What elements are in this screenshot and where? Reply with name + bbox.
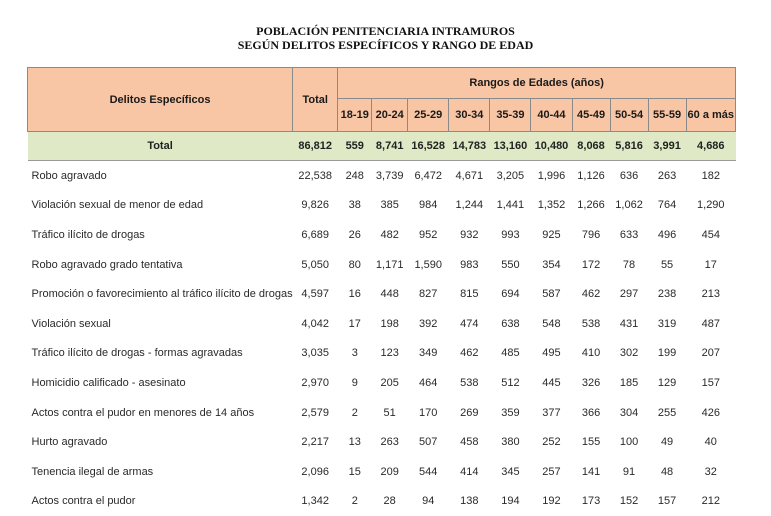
row-value: 194 — [490, 487, 531, 516]
table-row — [28, 309, 736, 339]
row-value: 410 — [572, 339, 610, 369]
total-row-label: Total — [28, 132, 293, 161]
row-value: 209 — [372, 457, 408, 487]
row-total: 2,579 — [293, 398, 338, 428]
row-value: 205 — [372, 368, 408, 398]
row-value: 414 — [449, 457, 490, 487]
row-label: Tenencia ilegal de armas — [28, 457, 293, 487]
total-row — [28, 132, 736, 161]
row-value: 448 — [372, 279, 408, 309]
row-value: 13 — [338, 427, 372, 457]
row-label: Homicidio calificado - asesinato — [28, 368, 293, 398]
row-value: 255 — [648, 398, 686, 428]
row-label: Hurto agravado — [28, 427, 293, 457]
row-total: 2,970 — [293, 368, 338, 398]
row-value: 198 — [372, 309, 408, 339]
total-row-value: 16,528 — [408, 132, 449, 161]
row-value: 6,472 — [408, 161, 449, 191]
row-value: 507 — [408, 427, 449, 457]
row-value: 464 — [408, 368, 449, 398]
row-label: Actos contra el pudor — [28, 487, 293, 516]
row-value: 302 — [610, 339, 648, 369]
row-value: 1,126 — [572, 161, 610, 191]
row-value: 1,441 — [490, 191, 531, 221]
table-row — [28, 487, 736, 516]
table-body — [28, 132, 736, 516]
header-age-range: 25-29 — [408, 99, 449, 132]
row-total: 3,035 — [293, 339, 338, 369]
total-row-value: 13,160 — [490, 132, 531, 161]
row-value: 764 — [648, 191, 686, 221]
row-total: 6,689 — [293, 220, 338, 250]
row-total: 9,826 — [293, 191, 338, 221]
row-value: 2 — [338, 487, 372, 516]
title-line-2: SEGÚN DELITOS ESPECÍFICOS Y RANGO DE EDAD — [0, 38, 771, 52]
row-value: 380 — [490, 427, 531, 457]
row-value: 445 — [531, 368, 572, 398]
row-value: 827 — [408, 279, 449, 309]
row-value: 157 — [686, 368, 735, 398]
row-value: 932 — [449, 220, 490, 250]
table-row — [28, 339, 736, 369]
row-value: 796 — [572, 220, 610, 250]
row-value: 474 — [449, 309, 490, 339]
row-total: 4,042 — [293, 309, 338, 339]
row-value: 326 — [572, 368, 610, 398]
row-value: 495 — [531, 339, 572, 369]
row-value: 138 — [449, 487, 490, 516]
row-value: 157 — [648, 487, 686, 516]
row-value: 173 — [572, 487, 610, 516]
row-label: Violación sexual — [28, 309, 293, 339]
header-age-range: 20-24 — [372, 99, 408, 132]
row-value: 192 — [531, 487, 572, 516]
row-total: 2,217 — [293, 427, 338, 457]
table-row — [28, 457, 736, 487]
header-age-range: 45-49 — [572, 99, 610, 132]
table-row — [28, 220, 736, 250]
row-value: 141 — [572, 457, 610, 487]
row-value: 94 — [408, 487, 449, 516]
row-value: 4,671 — [449, 161, 490, 191]
total-row-value: 3,991 — [648, 132, 686, 161]
row-value: 550 — [490, 250, 531, 280]
row-label: Actos contra el pudor en menores de 14 años — [28, 398, 293, 428]
row-total: 2,096 — [293, 457, 338, 487]
table-row — [28, 279, 736, 309]
row-value: 458 — [449, 427, 490, 457]
header-age-range: 35-39 — [490, 99, 531, 132]
row-value: 129 — [648, 368, 686, 398]
row-value: 2 — [338, 398, 372, 428]
header-age-range: 50-54 — [610, 99, 648, 132]
header-age-range: 40-44 — [531, 99, 572, 132]
total-row-value: 5,816 — [610, 132, 648, 161]
row-value: 359 — [490, 398, 531, 428]
row-value: 15 — [338, 457, 372, 487]
row-value: 1,062 — [610, 191, 648, 221]
row-value: 297 — [610, 279, 648, 309]
total-row-value: 8,741 — [372, 132, 408, 161]
row-label: Violación sexual de menor de edad — [28, 191, 293, 221]
header-delitos: Delitos Específicos — [28, 68, 293, 132]
row-value: 304 — [610, 398, 648, 428]
row-value: 40 — [686, 427, 735, 457]
row-value: 1,590 — [408, 250, 449, 280]
row-value: 1,996 — [531, 161, 572, 191]
row-value: 100 — [610, 427, 648, 457]
header-age-range: 60 a más — [686, 99, 735, 132]
row-value: 426 — [686, 398, 735, 428]
row-value: 238 — [648, 279, 686, 309]
row-value: 252 — [531, 427, 572, 457]
row-label: Promoción o favorecimiento al tráfico ilícito de drogas — [28, 279, 293, 309]
title-line-1: POBLACIÓN PENITENCIARIA INTRAMUROS — [0, 24, 771, 38]
row-value: 983 — [449, 250, 490, 280]
table-row — [28, 368, 736, 398]
row-value: 638 — [490, 309, 531, 339]
row-value: 1,171 — [372, 250, 408, 280]
row-value: 123 — [372, 339, 408, 369]
row-value: 248 — [338, 161, 372, 191]
total-row-value: 8,068 — [572, 132, 610, 161]
row-value: 587 — [531, 279, 572, 309]
total-row-value: 10,480 — [531, 132, 572, 161]
row-value: 1,290 — [686, 191, 735, 221]
row-value: 155 — [572, 427, 610, 457]
total-row-value: 559 — [338, 132, 372, 161]
row-value: 431 — [610, 309, 648, 339]
row-value: 925 — [531, 220, 572, 250]
row-value: 1,352 — [531, 191, 572, 221]
row-value: 257 — [531, 457, 572, 487]
row-value: 32 — [686, 457, 735, 487]
total-row-value: 14,783 — [449, 132, 490, 161]
row-value: 1,244 — [449, 191, 490, 221]
row-label: Robo agravado — [28, 161, 293, 191]
row-value: 28 — [372, 487, 408, 516]
crimes-by-age-table — [27, 67, 736, 516]
row-value: 78 — [610, 250, 648, 280]
row-value: 538 — [449, 368, 490, 398]
row-value: 38 — [338, 191, 372, 221]
row-value: 392 — [408, 309, 449, 339]
row-value: 462 — [572, 279, 610, 309]
row-label: Tráfico ilícito de drogas - formas agravadas — [28, 339, 293, 369]
row-value: 984 — [408, 191, 449, 221]
table-row — [28, 191, 736, 221]
row-value: 182 — [686, 161, 735, 191]
row-label: Robo agravado grado tentativa — [28, 250, 293, 280]
row-value: 49 — [648, 427, 686, 457]
row-value: 354 — [531, 250, 572, 280]
row-value: 548 — [531, 309, 572, 339]
row-value: 512 — [490, 368, 531, 398]
table-row — [28, 250, 736, 280]
row-value: 263 — [648, 161, 686, 191]
row-value: 366 — [572, 398, 610, 428]
row-value: 377 — [531, 398, 572, 428]
row-value: 636 — [610, 161, 648, 191]
row-value: 3 — [338, 339, 372, 369]
total-row-value: 4,686 — [686, 132, 735, 161]
row-value: 80 — [338, 250, 372, 280]
table-header — [28, 68, 736, 132]
row-value: 694 — [490, 279, 531, 309]
row-value: 538 — [572, 309, 610, 339]
row-value: 16 — [338, 279, 372, 309]
row-value: 993 — [490, 220, 531, 250]
header-age-range: 30-34 — [449, 99, 490, 132]
header-age-group: Rangos de Edades (años) — [338, 68, 736, 99]
row-value: 91 — [610, 457, 648, 487]
row-total: 1,342 — [293, 487, 338, 516]
header-age-range: 55-59 — [648, 99, 686, 132]
row-value: 17 — [686, 250, 735, 280]
row-total: 5,050 — [293, 250, 338, 280]
row-value: 185 — [610, 368, 648, 398]
total-row-total: 86,812 — [293, 132, 338, 161]
row-value: 9 — [338, 368, 372, 398]
row-value: 815 — [449, 279, 490, 309]
row-value: 17 — [338, 309, 372, 339]
row-value: 496 — [648, 220, 686, 250]
row-value: 485 — [490, 339, 531, 369]
row-value: 345 — [490, 457, 531, 487]
row-value: 170 — [408, 398, 449, 428]
row-value: 48 — [648, 457, 686, 487]
row-value: 349 — [408, 339, 449, 369]
row-value: 482 — [372, 220, 408, 250]
row-value: 319 — [648, 309, 686, 339]
row-total: 22,538 — [293, 161, 338, 191]
table-row — [28, 398, 736, 428]
row-value: 51 — [372, 398, 408, 428]
row-value: 952 — [408, 220, 449, 250]
row-value: 213 — [686, 279, 735, 309]
document-title — [0, 24, 771, 52]
header-total: Total — [293, 68, 338, 132]
row-total: 4,597 — [293, 279, 338, 309]
row-value: 3,739 — [372, 161, 408, 191]
row-value: 152 — [610, 487, 648, 516]
row-value: 633 — [610, 220, 648, 250]
row-value: 263 — [372, 427, 408, 457]
row-label: Tráfico ilícito de drogas — [28, 220, 293, 250]
row-value: 172 — [572, 250, 610, 280]
table-row — [28, 161, 736, 191]
header-age-range: 18-19 — [338, 99, 372, 132]
row-value: 212 — [686, 487, 735, 516]
row-value: 544 — [408, 457, 449, 487]
row-value: 1,266 — [572, 191, 610, 221]
row-value: 454 — [686, 220, 735, 250]
row-value: 269 — [449, 398, 490, 428]
row-value: 3,205 — [490, 161, 531, 191]
row-value: 55 — [648, 250, 686, 280]
row-value: 462 — [449, 339, 490, 369]
row-value: 26 — [338, 220, 372, 250]
row-value: 385 — [372, 191, 408, 221]
row-value: 487 — [686, 309, 735, 339]
table-row — [28, 427, 736, 457]
row-value: 207 — [686, 339, 735, 369]
row-value: 199 — [648, 339, 686, 369]
